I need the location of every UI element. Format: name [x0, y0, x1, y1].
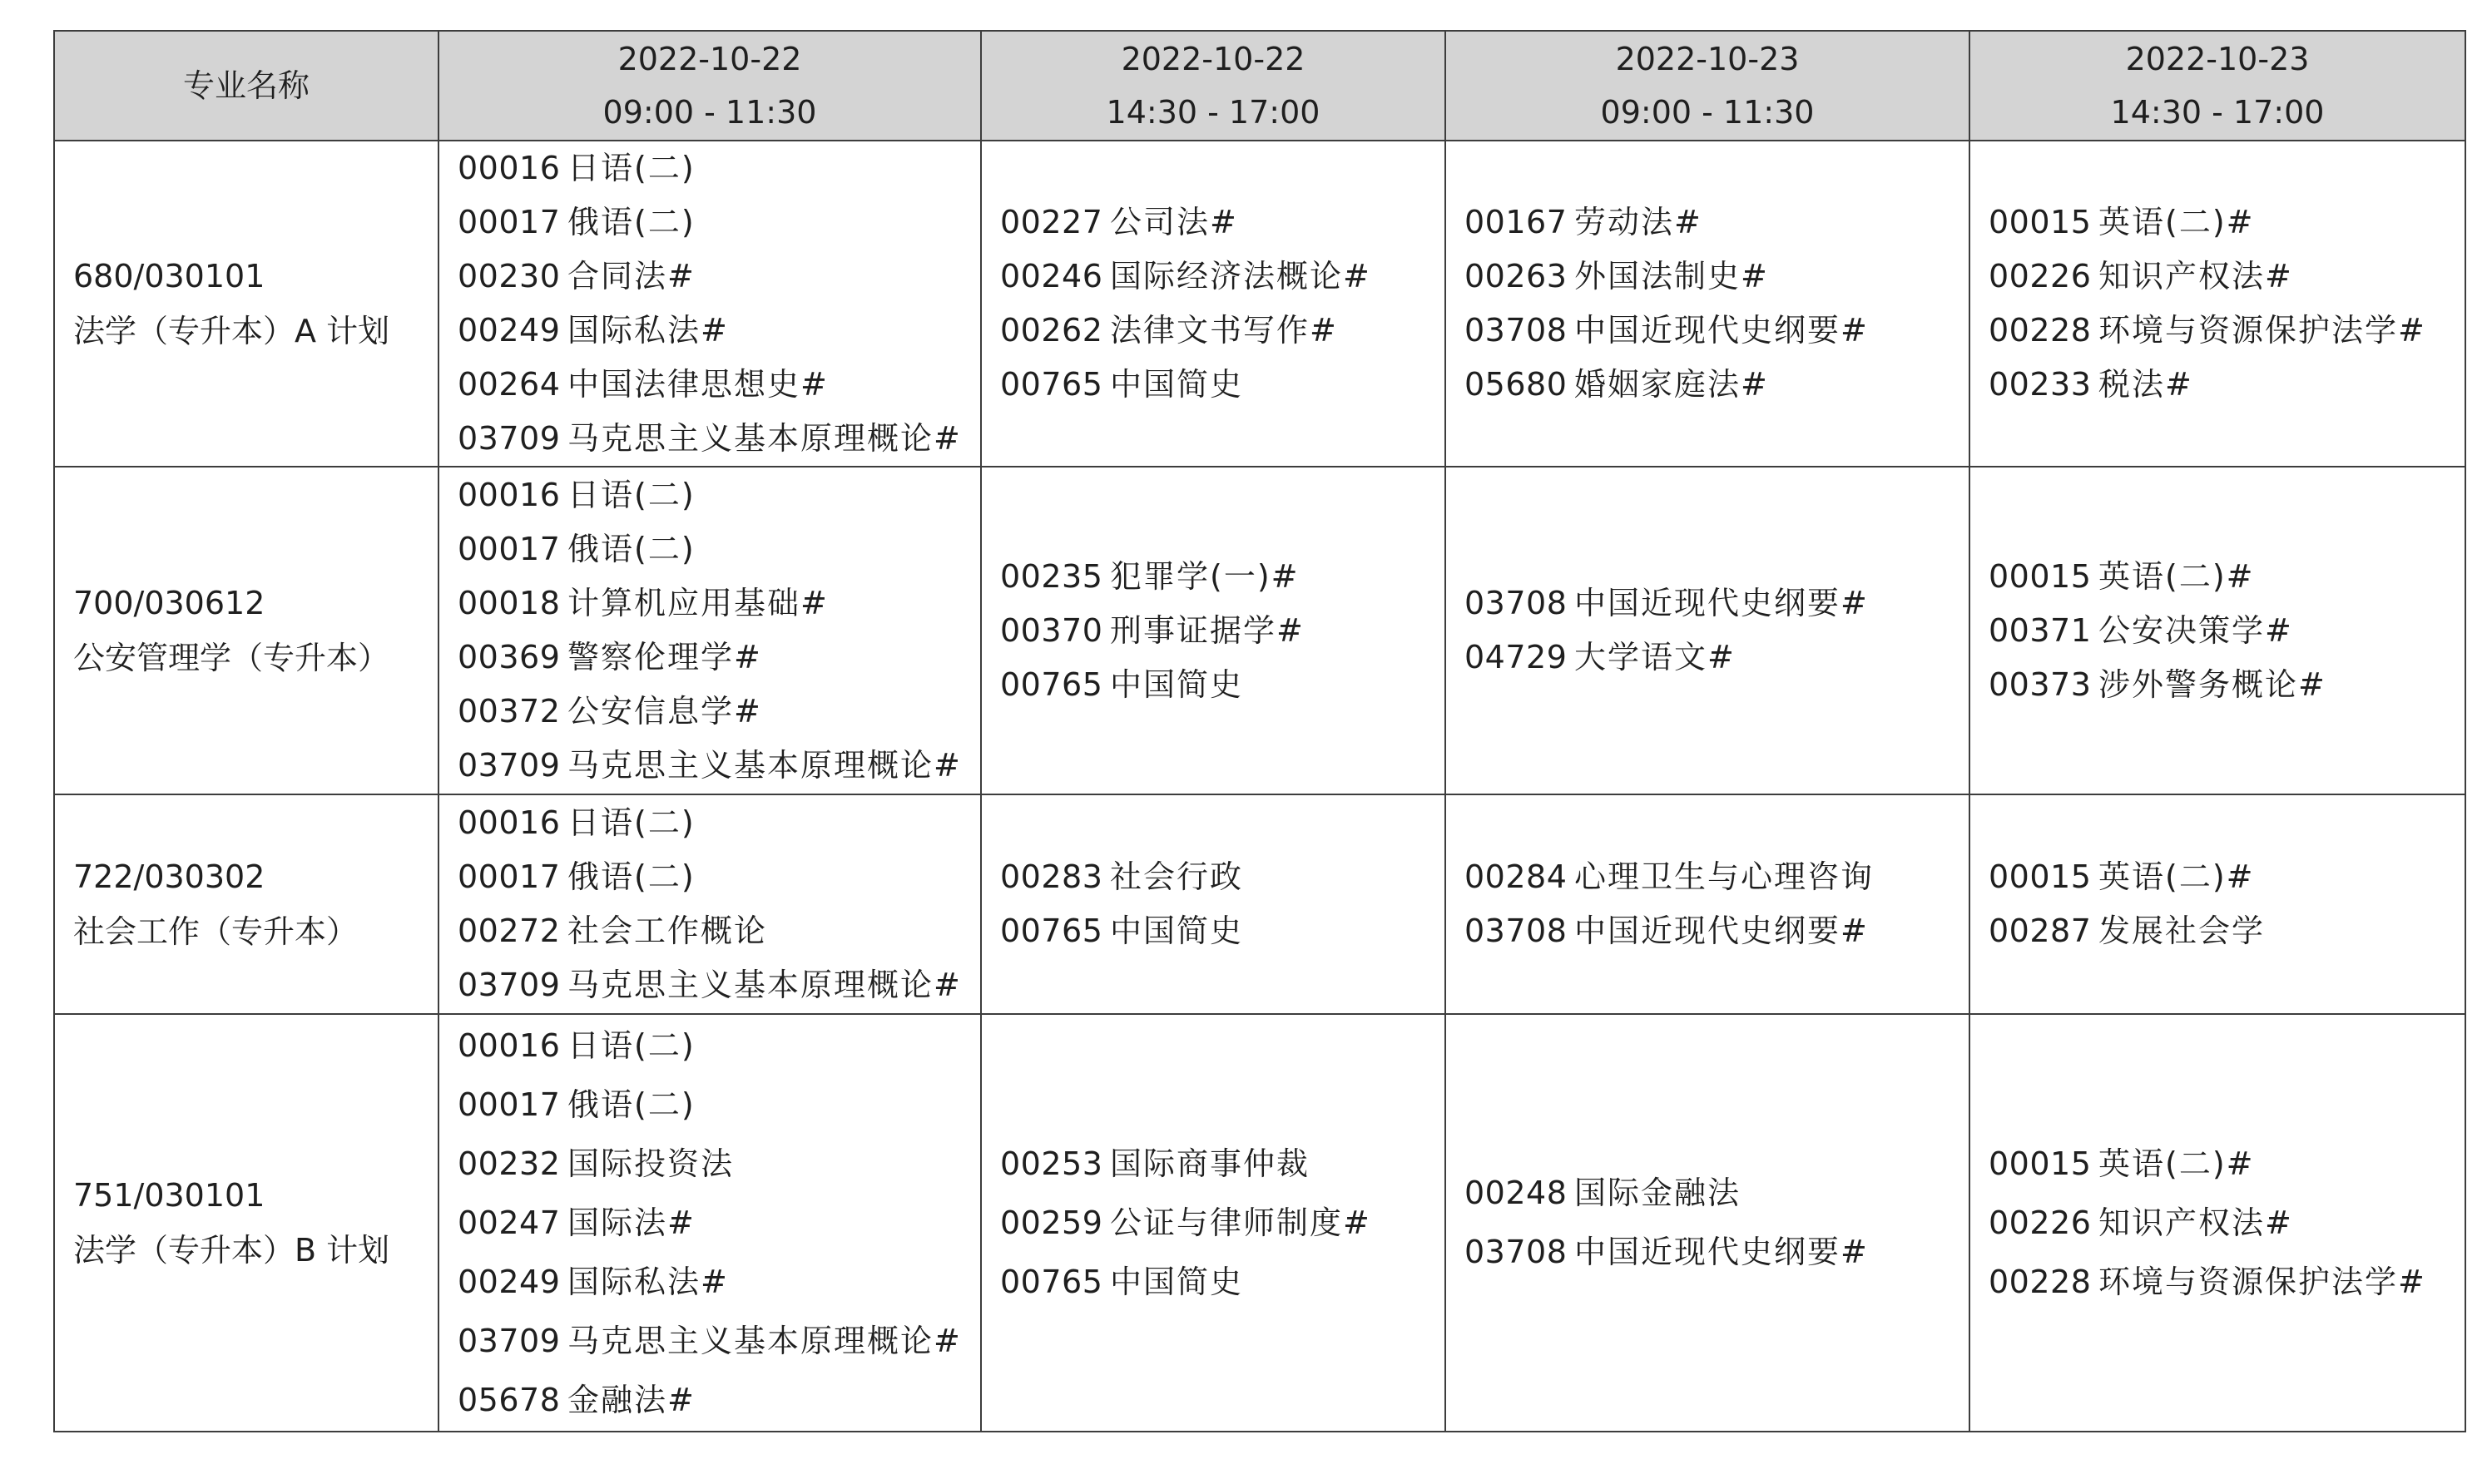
course-code: 00272 — [458, 913, 561, 949]
major-cell — [54, 141, 438, 467]
course-code: 00249 — [458, 1263, 561, 1300]
course-code: 04729 — [1464, 639, 1568, 675]
course-code: 03709 — [458, 420, 561, 457]
course-name: 计算机应用基础# — [567, 585, 829, 621]
major-title: 法学（专升本）A 计划 — [73, 313, 390, 349]
course-name: 俄语(二) — [567, 204, 696, 240]
header-session-1 — [438, 31, 981, 141]
session-cell — [1445, 1014, 1969, 1432]
course-list — [1446, 576, 1969, 685]
course-name: 马克思主义基本原理概论# — [567, 420, 962, 457]
session-cell — [1969, 141, 2465, 467]
course-item — [1000, 604, 1444, 658]
course-item — [1989, 850, 2465, 904]
course-item — [458, 1253, 980, 1312]
course-name: 劳动法# — [1574, 204, 1702, 240]
session-date: 2022-10-23 — [2125, 41, 2310, 77]
course-name: 婚姻家庭法# — [1574, 366, 1769, 403]
course-name: 国际投资法 — [567, 1145, 735, 1182]
session-cell — [1969, 1014, 2465, 1432]
course-item — [1000, 358, 1444, 412]
course-name: 公安信息学# — [567, 693, 762, 730]
course-item — [458, 468, 980, 522]
course-item — [1000, 1253, 1444, 1312]
course-item — [1000, 658, 1444, 712]
course-item — [1989, 1253, 2465, 1312]
course-list — [439, 1017, 980, 1430]
course-code: 00015 — [1989, 1145, 2092, 1182]
course-code: 00372 — [458, 693, 561, 730]
course-code: 03708 — [1464, 1234, 1568, 1270]
course-code: 00264 — [458, 366, 561, 403]
course-item — [1989, 904, 2465, 958]
course-code: 00227 — [1000, 204, 1103, 240]
course-item — [458, 250, 980, 304]
major-title: 社会工作（专升本） — [73, 913, 359, 950]
course-list — [1446, 195, 1969, 412]
major-code: 722/030302 — [73, 858, 265, 895]
course-item — [1000, 850, 1444, 904]
course-list — [982, 195, 1444, 412]
course-code: 00284 — [1464, 858, 1568, 895]
session-cell — [438, 141, 981, 467]
header-major-name: 专业名称 — [54, 31, 438, 141]
course-code: 00015 — [1989, 557, 2092, 595]
table-header — [54, 31, 2465, 141]
course-name: 税法# — [2098, 366, 2193, 403]
course-name: 知识产权法# — [2098, 258, 2293, 294]
course-name: 涉外警务概论# — [2098, 665, 2326, 703]
course-item — [458, 685, 980, 739]
course-list — [982, 850, 1444, 958]
course-list — [439, 796, 980, 1012]
course-code: 00015 — [1989, 858, 2092, 895]
course-code: 00765 — [1000, 366, 1103, 403]
course-item — [1989, 550, 2465, 604]
course-list — [439, 141, 980, 466]
course-code: 05680 — [1464, 366, 1568, 403]
course-name: 国际经济法概论# — [1110, 258, 1371, 294]
session-cell — [1445, 794, 1969, 1014]
session-time: 14:30 - 17:00 — [2110, 94, 2325, 131]
course-name: 国际法# — [567, 1204, 696, 1241]
course-code: 00287 — [1989, 913, 2092, 949]
major-cell — [54, 1014, 438, 1432]
course-item — [1000, 304, 1444, 358]
course-name: 英语(二)# — [2098, 858, 2255, 895]
course-name: 马克思主义基本原理概论# — [567, 747, 962, 784]
course-name: 中国简史 — [1110, 366, 1244, 403]
session-cell — [438, 467, 981, 794]
course-code: 03708 — [1464, 312, 1568, 349]
course-name: 心理卫生与心理咨询 — [1574, 858, 1875, 895]
course-code: 00373 — [1989, 665, 2092, 703]
course-item — [1464, 304, 1969, 358]
course-name: 马克思主义基本原理概论# — [567, 967, 962, 1003]
course-item — [1989, 304, 2465, 358]
course-name: 公安决策学# — [2098, 611, 2293, 649]
course-item — [1464, 250, 1969, 304]
course-name: 国际私法# — [567, 1263, 729, 1300]
course-item — [1989, 1135, 2465, 1194]
course-name: 俄语(二) — [567, 858, 696, 895]
course-name: 英语(二)# — [2098, 557, 2255, 595]
course-code: 00369 — [458, 639, 561, 675]
course-item — [1989, 604, 2465, 658]
course-name: 刑事证据学# — [1110, 611, 1305, 649]
course-code: 00015 — [1989, 204, 2092, 240]
course-code: 00283 — [1000, 858, 1103, 895]
course-name: 法律文书写作# — [1110, 312, 1338, 349]
course-item — [1000, 250, 1444, 304]
header-row — [54, 31, 2465, 141]
course-item — [458, 1312, 980, 1371]
course-code: 00017 — [458, 858, 561, 895]
course-item — [1989, 250, 2465, 304]
major-code: 751/030101 — [73, 1177, 265, 1214]
course-item — [1000, 1194, 1444, 1253]
course-item — [458, 1017, 980, 1076]
course-code: 00017 — [458, 204, 561, 240]
course-item — [458, 1076, 980, 1135]
course-item — [458, 195, 980, 250]
major-cell — [54, 794, 438, 1014]
session-cell — [1969, 794, 2465, 1014]
major-cell — [54, 467, 438, 794]
course-item — [458, 412, 980, 466]
course-name: 发展社会学 — [2098, 913, 2266, 949]
course-name: 外国法制史# — [1574, 258, 1769, 294]
course-name: 公证与律师制度# — [1110, 1204, 1371, 1241]
major-code: 700/030612 — [73, 585, 265, 621]
course-item — [1000, 550, 1444, 604]
course-item — [1464, 1223, 1969, 1282]
course-name: 金融法# — [567, 1381, 696, 1418]
course-code: 03708 — [1464, 913, 1568, 949]
course-code: 00765 — [1000, 913, 1103, 949]
course-item — [1464, 358, 1969, 412]
course-item — [1000, 1135, 1444, 1194]
course-code: 00249 — [458, 312, 561, 349]
table-body — [54, 141, 2465, 1432]
course-name: 中国近现代史纲要# — [1574, 913, 1869, 949]
course-name: 日语(二) — [567, 477, 696, 513]
course-code: 00228 — [1989, 312, 2092, 349]
course-name: 国际私法# — [567, 312, 729, 349]
course-name: 中国简史 — [1110, 1263, 1244, 1300]
course-code: 00016 — [458, 804, 561, 841]
course-name: 英语(二)# — [2098, 1145, 2255, 1182]
course-code: 00259 — [1000, 1204, 1103, 1241]
course-name: 中国近现代史纲要# — [1574, 1234, 1869, 1270]
course-name: 国际金融法 — [1574, 1175, 1741, 1211]
exam-schedule-table — [53, 30, 2466, 1432]
course-name: 中国简史 — [1110, 913, 1244, 949]
table-row — [54, 141, 2465, 467]
course-list — [1446, 1164, 1969, 1282]
session-date: 2022-10-23 — [1615, 41, 1800, 77]
course-name: 日语(二) — [567, 150, 696, 186]
course-name: 日语(二) — [567, 804, 696, 841]
major-title: 公安管理学（专升本） — [73, 640, 390, 676]
course-item — [1989, 1194, 2465, 1253]
course-name: 警察伦理学# — [567, 639, 762, 675]
session-cell — [1445, 141, 1969, 467]
course-name: 公司法# — [1110, 204, 1238, 240]
course-list — [439, 468, 980, 793]
course-code: 00246 — [1000, 258, 1103, 294]
course-item — [1000, 904, 1444, 958]
course-code: 03709 — [458, 967, 561, 1003]
table-row — [54, 794, 2465, 1014]
course-name: 社会工作概论 — [567, 913, 768, 949]
course-code: 03709 — [458, 1322, 561, 1359]
course-item — [458, 576, 980, 631]
course-code: 00228 — [1989, 1263, 2092, 1300]
session-cell — [981, 141, 1445, 467]
course-code: 00230 — [458, 258, 561, 294]
course-code: 00226 — [1989, 1204, 2092, 1241]
course-item — [458, 522, 980, 576]
course-code: 03708 — [1464, 585, 1568, 621]
course-item — [458, 904, 980, 958]
session-cell — [981, 1014, 1445, 1432]
course-name: 环境与资源保护法学# — [2098, 1263, 2426, 1300]
session-cell — [438, 1014, 981, 1432]
course-name: 犯罪学(一)# — [1110, 557, 1300, 595]
course-list — [1970, 1135, 2465, 1312]
course-list — [1970, 550, 2465, 712]
session-cell — [981, 794, 1445, 1014]
course-code: 00016 — [458, 150, 561, 186]
table-row — [54, 1014, 2465, 1432]
course-code: 00018 — [458, 585, 561, 621]
course-item — [1464, 576, 1969, 631]
course-item — [458, 304, 980, 358]
header-session-2 — [981, 31, 1445, 141]
course-item — [458, 358, 980, 412]
course-code: 00235 — [1000, 557, 1103, 595]
course-item — [1464, 850, 1969, 904]
major-title: 法学（专升本）B 计划 — [73, 1232, 390, 1269]
course-code: 00262 — [1000, 312, 1103, 349]
course-item — [458, 958, 980, 1012]
course-name: 俄语(二) — [567, 1086, 696, 1123]
course-code: 00016 — [458, 477, 561, 513]
course-name: 中国近现代史纲要# — [1574, 312, 1869, 349]
header-session-3 — [1445, 31, 1969, 141]
course-list — [1970, 195, 2465, 412]
course-code: 00263 — [1464, 258, 1568, 294]
course-name: 知识产权法# — [2098, 1204, 2293, 1241]
course-item — [458, 739, 980, 793]
course-item — [458, 850, 980, 904]
course-item — [1989, 658, 2465, 712]
course-name: 俄语(二) — [567, 531, 696, 567]
course-code: 00247 — [458, 1204, 561, 1241]
course-name: 马克思主义基本原理概论# — [567, 1322, 962, 1359]
course-item — [1000, 195, 1444, 250]
course-name: 大学语文# — [1574, 639, 1736, 675]
course-code: 00248 — [1464, 1175, 1568, 1211]
course-item — [1989, 358, 2465, 412]
course-item — [1464, 631, 1969, 685]
course-code: 00370 — [1000, 611, 1103, 649]
session-cell — [1445, 467, 1969, 794]
session-cell — [1969, 467, 2465, 794]
course-list — [982, 1135, 1444, 1312]
course-code: 00371 — [1989, 611, 2092, 649]
session-cell — [981, 467, 1445, 794]
course-item — [1989, 195, 2465, 250]
session-time: 09:00 - 11:30 — [1600, 94, 1815, 131]
course-code: 00016 — [458, 1026, 561, 1064]
course-item — [1464, 1164, 1969, 1223]
course-name: 中国法律思想史# — [567, 366, 829, 403]
course-item — [1464, 195, 1969, 250]
course-code: 03709 — [458, 747, 561, 784]
course-item — [458, 1194, 980, 1253]
exam-schedule-sheet — [53, 30, 2465, 1432]
course-list — [982, 550, 1444, 712]
course-name: 环境与资源保护法学# — [2098, 312, 2426, 349]
course-name: 中国简史 — [1110, 665, 1244, 703]
course-code: 00167 — [1464, 204, 1568, 240]
course-name: 国际商事仲裁 — [1110, 1145, 1310, 1182]
table-row — [54, 467, 2465, 794]
course-code: 00017 — [458, 1086, 561, 1123]
session-date: 2022-10-22 — [617, 41, 802, 77]
course-item — [458, 1135, 980, 1194]
session-date: 2022-10-22 — [1121, 41, 1305, 77]
course-list — [1446, 850, 1969, 958]
course-code: 00017 — [458, 531, 561, 567]
course-code: 05678 — [458, 1381, 561, 1418]
course-name: 合同法# — [567, 258, 696, 294]
course-item — [458, 1371, 980, 1430]
course-code: 00765 — [1000, 665, 1103, 703]
header-session-4 — [1969, 31, 2465, 141]
session-time: 09:00 - 11:30 — [602, 94, 817, 131]
course-name: 日语(二) — [567, 1026, 696, 1064]
course-code: 00232 — [458, 1145, 561, 1182]
course-code: 00253 — [1000, 1145, 1103, 1182]
course-code: 00765 — [1000, 1263, 1103, 1300]
course-code: 00226 — [1989, 258, 2092, 294]
course-name: 英语(二)# — [2098, 204, 2255, 240]
session-time: 14:30 - 17:00 — [1106, 94, 1320, 131]
course-code: 00233 — [1989, 366, 2092, 403]
course-item — [458, 141, 980, 195]
course-item — [1464, 904, 1969, 958]
session-cell — [438, 794, 981, 1014]
course-name: 社会行政 — [1110, 858, 1244, 895]
major-code: 680/030101 — [73, 258, 265, 294]
course-list — [1970, 850, 2465, 958]
course-name: 中国近现代史纲要# — [1574, 585, 1869, 621]
course-item — [458, 796, 980, 850]
course-item — [458, 631, 980, 685]
